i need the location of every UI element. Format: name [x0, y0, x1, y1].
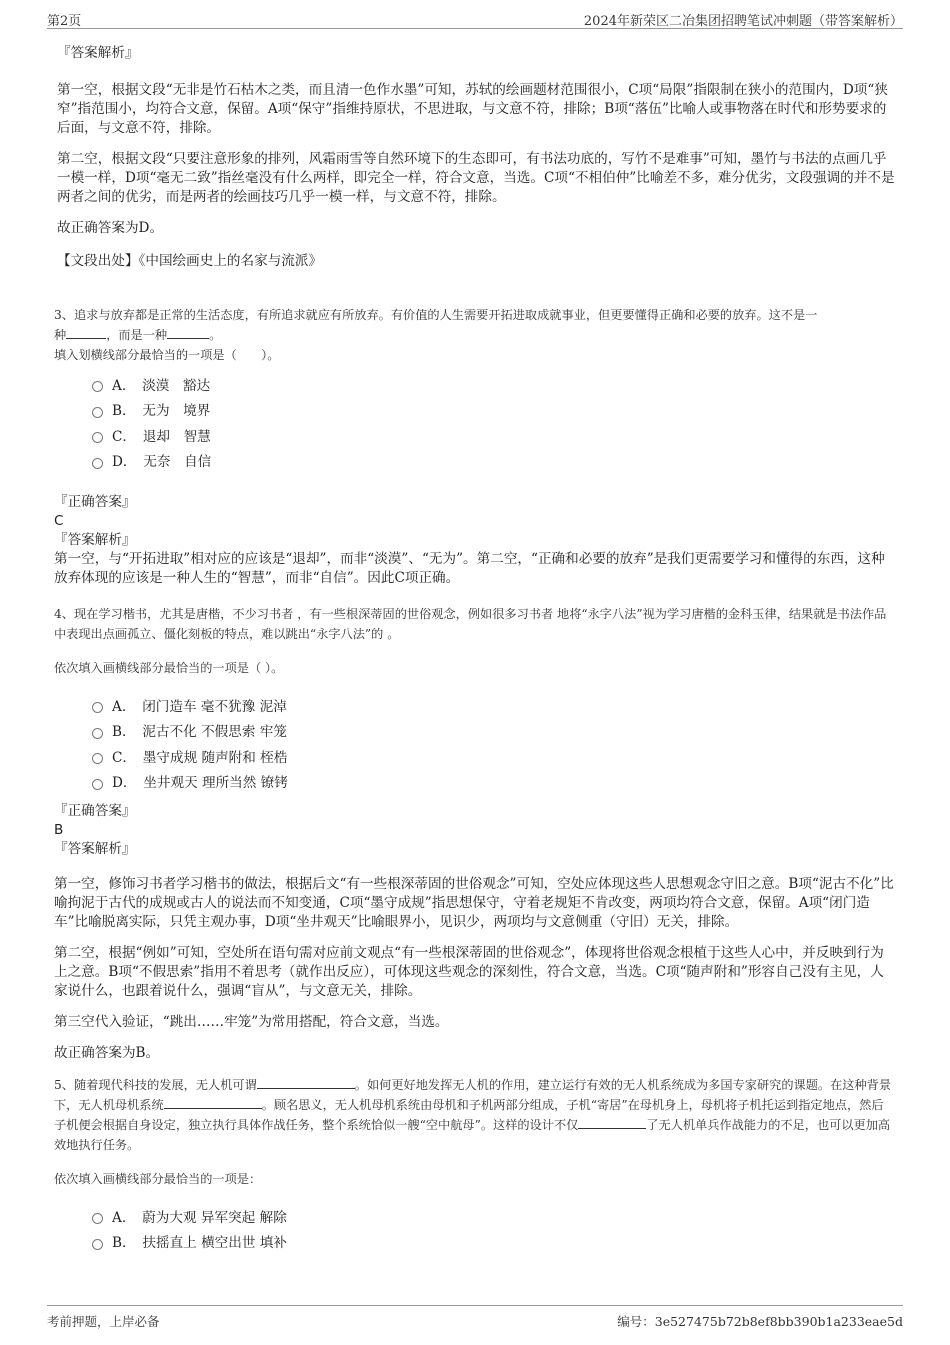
q4-option-b[interactable]: B． 泥古不化 不假思索 牢笼	[92, 718, 895, 744]
q5-options	[92, 1203, 895, 1254]
q3-stem-text: ，而是一种	[106, 328, 168, 342]
q3-option-b[interactable]: B． 无为 境界	[92, 397, 895, 423]
q5-blank-2	[164, 1096, 262, 1109]
q5-stem-text: 5、随着现代科技的发展，无人机可谓	[54, 1078, 257, 1092]
question-5	[54, 1075, 895, 1254]
q4-explain-p3: 第三空代入验证，“跳出……牢笼”为常用搭配，符合文意，当选。	[54, 1014, 449, 1030]
q5-option-a[interactable]: A． 蔚为大观 异军突起 解除	[92, 1203, 895, 1229]
q3-stem-text: 3、追求与放弃都是正常的生活态度，有所追求就应有所放弃。有价值的人生需要开拓进取成就事业，但更要懂得正确和必要的放弃。这不是一	[54, 308, 818, 322]
q2-explain-label: 『答案解析』	[57, 45, 139, 61]
document-id: 编号：3e527475b72b8ef8bb390b1a233eae5d	[617, 1314, 903, 1329]
q3-stem-text: 种	[54, 328, 67, 342]
q5-stem-text: 。如何更好地发挥无人机的作用，建立运行有效的无人机系统成为多国专家研究的课题。在这种背景下，无人机母机系统	[54, 1078, 892, 1112]
radio-icon[interactable]	[92, 728, 103, 739]
q3-blank-2	[167, 326, 209, 339]
question-4	[54, 604, 895, 1063]
q2-source: 【文段出处】《中国绘画史上的名家与流派》	[57, 253, 323, 269]
q4-answer-label: 『正确答案』	[54, 803, 136, 819]
q5-blank-3	[578, 1116, 646, 1129]
radio-icon[interactable]	[92, 458, 103, 469]
q2-explain-p2: 第二空，根据文段“只要注意形象的排列，风霜雨雪等自然环境下的生态即可，有书法功底的，写竹不是难事”可知，墨竹与书法的点画几乎一模一样，D项“毫无二致”指丝毫没有什么两样，即完全一样，符合文意，当选。C项“不相伯仲”比喻差不多，难分优劣，文段强调的并不是两者之间的优劣，而是两者的绘画技巧几乎一模一样，与文意不符，排除。	[57, 151, 895, 205]
q4-explain-label: 『答案解析』	[54, 841, 136, 857]
radio-icon[interactable]	[92, 432, 103, 443]
q3-option-c[interactable]: C． 退却 智慧	[92, 422, 895, 448]
q4-explain-p2: 第二空，根据“例如”可知，空处所在语句需对应前文观点“有一些根深蒂固的世俗观念”，体现将世俗观念根植于这些人心中，并反映到行为上之意。B项“不假思索”指用不着思考（就作出反应），可体现这些观念的深刻性，符合文意，当选。C项“随声附和”形容自己没有主见，人家说什么，也跟着说什么，强调“盲从”，与文意无关，排除。	[54, 945, 884, 999]
q4-option-c[interactable]: C． 墨守成规 随声附和 桎梏	[92, 743, 895, 769]
q4-explain-p1: 第一空，修饰习书者学习楷书的做法，根据后文“有一些根深蒂固的世俗观念”可知，空处应体现这些人思想观念守旧之意。B项“泥古不化”比喻拘泥于古代的成规或古人的说法而不知变通，C项“墨守成规”指思想保守，守着老规矩不肯改变，两项均符合文意，保留。A项“闭门造车”比喻脱离实际，只凭主观办事，D项“坐井观天”比喻眼界小，见识少，两项均与文意侧重（守旧）无关，排除。	[54, 876, 894, 930]
radio-icon[interactable]	[92, 779, 103, 790]
q5-stem	[54, 1075, 895, 1155]
footer-slogan: 考前押题，上岸必备	[47, 1314, 160, 1329]
q3-stem-text: 。	[209, 328, 222, 342]
radio-icon[interactable]	[92, 753, 103, 764]
question-3	[54, 305, 895, 588]
radio-icon[interactable]	[92, 1213, 103, 1224]
q3-prompt: 填入划横线部分最恰当的一项是（ ）。	[54, 348, 280, 362]
q2-explain-p1: 第一空，根据文段“无非是竹石枯木之类，而且清一色作水墨”可知，苏轼的绘画题材范围很小，C项“局限”指限制在狭小的范围内，D项“狭窄”指范围小，均符合文意，保留。A项“保守”指维持原状，不思进取，与文意不符，排除；B项“落伍”比喻人或事物落在时代和形势要求的后面，与文意不符，排除。	[57, 82, 888, 136]
q3-blank-1	[66, 326, 106, 339]
page-header	[47, 8, 903, 29]
q4-stem: 4、现在学习楷书，尤其是唐楷，不少习书者 ，有一些根深蒂固的世俗观念，例如很多习书者 地将“永字八法”视为学习唐楷的金科玉律，结果就是书法作品中表现出点画孤立、僵化刻板的特点，难以跳出“永字八法”的 。	[54, 607, 887, 641]
q5-prompt: 依次填入画横线部分最恰当的一项是：	[54, 1172, 262, 1186]
q4-prompt: 依次填入画横线部分最恰当的一项是（ ）。	[54, 661, 284, 675]
q5-option-b[interactable]: B． 扶摇直上 横空出世 填补	[92, 1229, 895, 1255]
q3-option-d[interactable]: D． 无奈 自信	[92, 448, 895, 474]
page-number: 第2页	[47, 14, 82, 29]
radio-icon[interactable]	[92, 702, 103, 713]
q4-options	[92, 692, 895, 794]
radio-icon[interactable]	[92, 1239, 103, 1250]
q2-explain-conclusion: 故正确答案为D。	[57, 220, 164, 236]
radio-icon[interactable]	[92, 381, 103, 392]
q3-answer-label: 『正确答案』	[54, 494, 136, 510]
q3-option-a[interactable]: A． 淡漠 豁达	[92, 371, 895, 397]
q3-explain: 第一空，与“开拓进取”相对应的应该是“退却”，而非“淡漠”、“无为”。第二空，“正确和必要的放弃”是我们更需要学习和懂得的东西，这种放弃体现的应该是一种人生的“智慧”，而非“自信”。因此C项正确。	[54, 551, 885, 586]
q5-stem-text: 。顾名思义，无人机母机系统由母机和子机两部分组成，子机“寄居”在母机身上，母机将子机托运到指定地点，然后子机便会根据自身设定，独立执行具体作战任务，整个系统恰似一艘“空中航母”。这样的设计不仅	[54, 1098, 884, 1132]
document-body	[54, 44, 895, 1254]
q4-conclusion: 故正确答案为B。	[54, 1045, 160, 1061]
radio-icon[interactable]	[92, 407, 103, 418]
q3-options	[92, 371, 895, 473]
document-title: 2024年新荣区二冶集团招聘笔试冲刺题（带答案解析）	[583, 14, 903, 29]
q3-explain-label: 『答案解析』	[54, 532, 136, 548]
q4-option-a[interactable]: A． 闭门造车 毫不犹豫 泥淖	[92, 692, 895, 718]
q5-stem-text: 了无人机单兵作战能力的不足，也可以更加高效地执行任务。	[54, 1118, 891, 1152]
q5-blank-1	[257, 1076, 355, 1089]
q4-answer: B	[54, 822, 64, 838]
page-footer	[47, 1305, 903, 1328]
q3-answer: C	[54, 513, 64, 529]
q3-stem	[54, 305, 895, 345]
q4-option-d[interactable]: D． 坐井观天 理所当然 镣铐	[92, 769, 895, 795]
